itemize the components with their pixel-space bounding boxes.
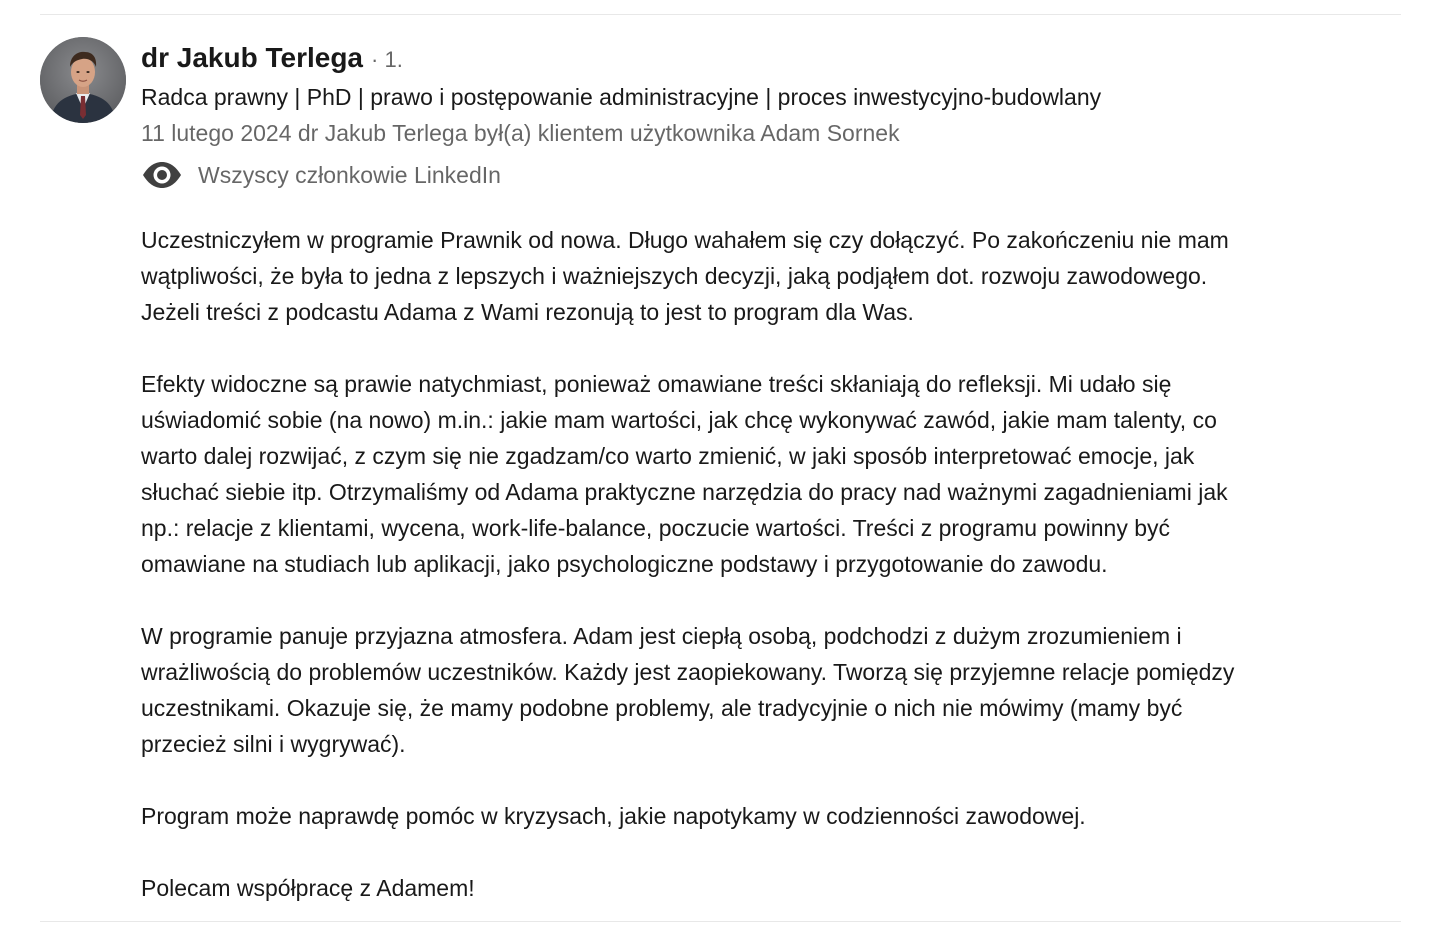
text-line: Uczestniczyłem w programie Prawnik od nowa. Długo wahałem się czy dołączyć. Po zakończeniu nie mam: [141, 227, 1229, 253]
text-line: W programie panuje przyjazna atmosfera. Adam jest ciepłą osobą, podchodzi z dużym zrozumieniem i: [141, 623, 1182, 649]
text-line: warto dalej rozwijać, z czym się nie zgadzam/co warto zmienić, w jaki sposób interpretować emocje, jak: [141, 443, 1195, 469]
text-line: Efekty widoczne są prawie natychmiast, ponieważ omawiane treści skłaniają do refleksji. Mi udało się: [141, 371, 1172, 397]
text-line: wątpliwości, że była to jedna z lepszych i ważniejszych decyzji, jaką podjąłem dot. rozwoju zawodowego.: [141, 263, 1208, 289]
text-line: uczestnikami. Okazuje się, że mamy podobne problemy, ale tradycyjnie o nich nie mówimy (mamy być: [141, 695, 1183, 721]
paragraph-5: [141, 870, 1401, 906]
text-line: wrażliwością do problemów uczestników. Każdy jest zaopiekowany. Tworzą się przyjemne relacje pomiędzy: [141, 659, 1235, 685]
visibility-label: Wszyscy członkowie LinkedIn: [198, 161, 501, 188]
avatar-photo: [40, 37, 126, 123]
text-line: Polecam współpracę z Adamem!: [141, 875, 475, 901]
eye-icon: [141, 160, 183, 190]
text-line: np.: relacje z klientami, wycena, work-life-balance, poczucie wartości. Treści z programu powinny być: [141, 515, 1171, 541]
author-avatar[interactable]: [40, 37, 126, 123]
text-line: Program może naprawdę pomóc w kryzysach, jakie napotykamy w codzienności zawodowej.: [141, 803, 1086, 829]
paragraph-3: [141, 618, 1401, 762]
author-headline: Radca prawny | PhD | prawo i postępowanie administracyjne | proces inwestycyjno-budowlany: [141, 84, 1102, 110]
text-line: przecież silni i wygrywać).: [141, 731, 406, 757]
recommendation-meta: 11 lutego 2024 dr Jakub Terlega był(a) klientem użytkownika Adam Sornek: [141, 120, 900, 146]
bottom-divider: [40, 921, 1401, 922]
author-name-line: [141, 38, 1401, 78]
text-line: Jeżeli treści z podcastu Adama z Wami rezonują to jest to program dla Was.: [141, 299, 914, 325]
paragraph-1: [141, 222, 1401, 330]
visibility-indicator: [141, 153, 1401, 197]
paragraph-4: [141, 798, 1401, 834]
recommendation-text: [141, 222, 1401, 906]
text-line: uświadomić sobie (na nowo) m.in.: jakie mam wartości, jak chcę wykonywać zawód, jakie mam talenty, co: [141, 407, 1217, 433]
text-line: słuchać siebie itp. Otrzymaliśmy od Adama praktyczne narzędzia do pracy nad ważnymi zagadnieniami jak: [141, 479, 1228, 505]
author-name[interactable]: dr Jakub Terlega: [141, 42, 364, 73]
top-divider: [40, 14, 1401, 15]
text-line: omawiane na studiach lub aplikacji, jako psychologiczne podstawy i przygotowanie do zawodu.: [141, 551, 1108, 577]
recommendation-card: [141, 38, 1401, 906]
paragraph-2: [141, 366, 1401, 582]
connection-degree: · 1.: [371, 47, 403, 72]
